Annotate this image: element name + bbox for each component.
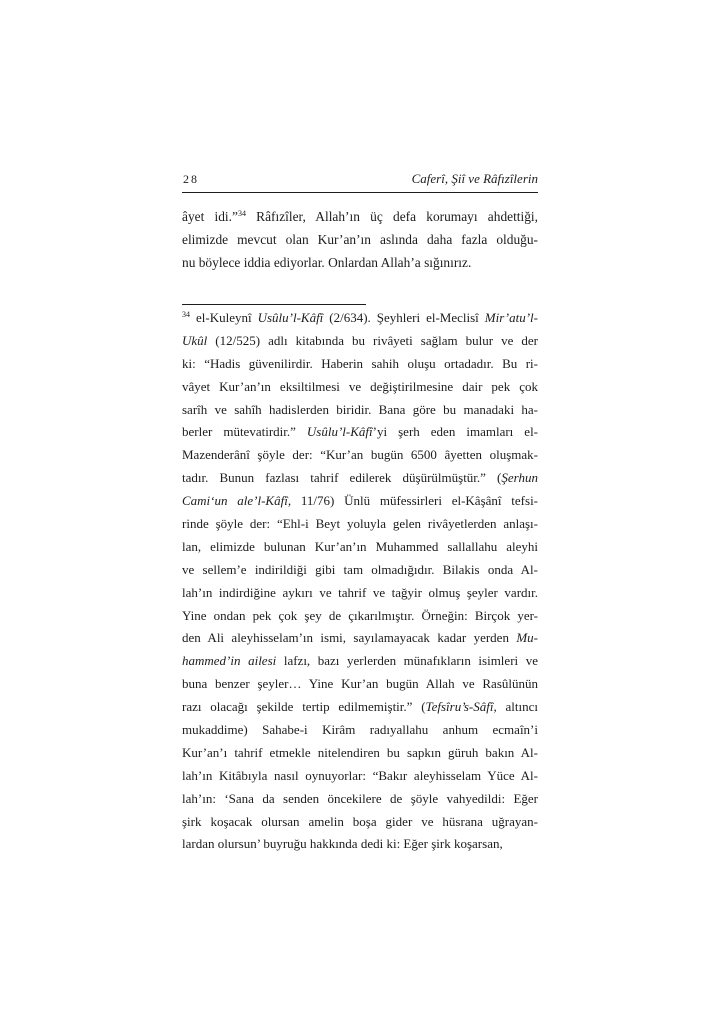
footnote-line: ki: “Hadis güvenilirdir. Haberin sahih oluşu ortadadır. Bu ri- — [182, 355, 538, 371]
footnote-line: razı olacağı şekilde tertip edilmemiştir.” (Tefsîru’s-Sâfî, altıncı — [182, 699, 538, 715]
footnote-line: Mazenderânî şöyle der: “Kur’an bugün 6500 âyetten oluşmak- — [182, 447, 538, 463]
footnote-line: ve sellem’e indirildiği gibi tam olmadığıdır. Bilakis onda Al- — [182, 561, 538, 577]
footnote-line: sarîh ve sahîh hadislerden biridir. Bana göre bu manadaki ha- — [182, 401, 538, 417]
footnote-line: lah’ın: ‘Sana da senden öncekilere de şöyle vahyedildi: Eğer — [182, 790, 538, 806]
footnote-line: lan, elimizde bulunan Kur’an’ın Muhammed sallallahu aleyhi — [182, 538, 538, 554]
body-line: âyet idi.”$^{34}$ Râfızîler, Allah’ın üç defa korumayı ahdettiği, — [182, 209, 539, 224]
footnote-line: vâyet Kur’an’ın eksiltilmesi ve değiştirilmesine dair pek çok — [182, 378, 538, 394]
footnote — [182, 307, 538, 856]
footnote-line: şirk koşacak olursan amelin boşa gider ve hüsrana uğrayan- — [182, 813, 538, 829]
body-line: nu böylece iddia ediyorlar. Onlardan Allah’a sığınırız. — [182, 255, 472, 270]
footnote-line: hammed’in ailesi lafzı, bazı yerlerden münafıkların isimleri ve — [182, 653, 538, 669]
footnote-line: buna benzer şeyler… Yine Kur’an bugün Allah ve Rasûlünün — [182, 676, 538, 692]
footnote-line: tadır. Bunun fazlası tahrif edilerek düşürülmüştür.” (Şerhun — [182, 470, 538, 486]
footnote-line: Cami‘un ale’l-Kâfî, 11/76) Ünlü müfessirleri el-Kâşânî tefsi- — [182, 493, 539, 509]
footnote-line: $^{34}$ el-Kuleynî Usûlu’l-Kâfî (2/634). Şeyhleri el-Meclisî Mir’atu’l- — [182, 310, 538, 325]
footnote-line: lardan olursun’ buyruğu hakkında dedi ki: Eğer şirk koşarsan, — [182, 836, 503, 852]
body-text — [182, 205, 538, 274]
footnote-line: berler mütevatirdir.” Usûlu’l-Kâfî’yi şerh eden imamları el- — [182, 424, 539, 440]
footnote-line: lah’ın Kitâbıyla nasıl oynuyorlar: “Bakır aleyhisselam Yüce Al- — [182, 767, 538, 783]
footnote-line: lah’ın indirdiğine aykırı ve tahrif ve tağyir olmuş şeyler vardır. — [182, 584, 538, 600]
footnote-line: den Ali aleyhisselam’ın ismi, sayılamayacak kadar yerden Mu- — [182, 630, 538, 646]
footnote-separator — [182, 304, 366, 305]
running-title: Caferî, Şiî ve Râfızîlerin — [411, 171, 538, 186]
body-line: elimizde mevcut olan Kur’an’ın aslında daha fazla olduğu- — [182, 232, 538, 247]
footnote-line: mukaddime) Sahabe-i Kirâm radıyallahu anhum ecmaîn’i — [182, 722, 538, 738]
footnote-reference[interactable]: 34 — [237, 209, 246, 218]
footnote-number: 34 — [182, 310, 190, 319]
footnote-line: Yine ondan pek çok şey de çıkarılmıştır. Örneğin: Birçok yer- — [182, 607, 538, 623]
footnote-line: Ukûl (12/525) adlı kitabında bu rivâyeti sağlam bulur ve der — [182, 332, 538, 348]
running-header — [182, 170, 538, 193]
page-number: 28 — [183, 172, 199, 186]
footnote-line: rinde şöyle der: “Ehl-i Beyt yoluyla gelen rivâyetlerden anlaşı- — [182, 516, 538, 532]
footnote-line: Kur’an’ı tahrif etmekle nitelendiren bu sapkın güruh bakın Al- — [182, 744, 538, 760]
